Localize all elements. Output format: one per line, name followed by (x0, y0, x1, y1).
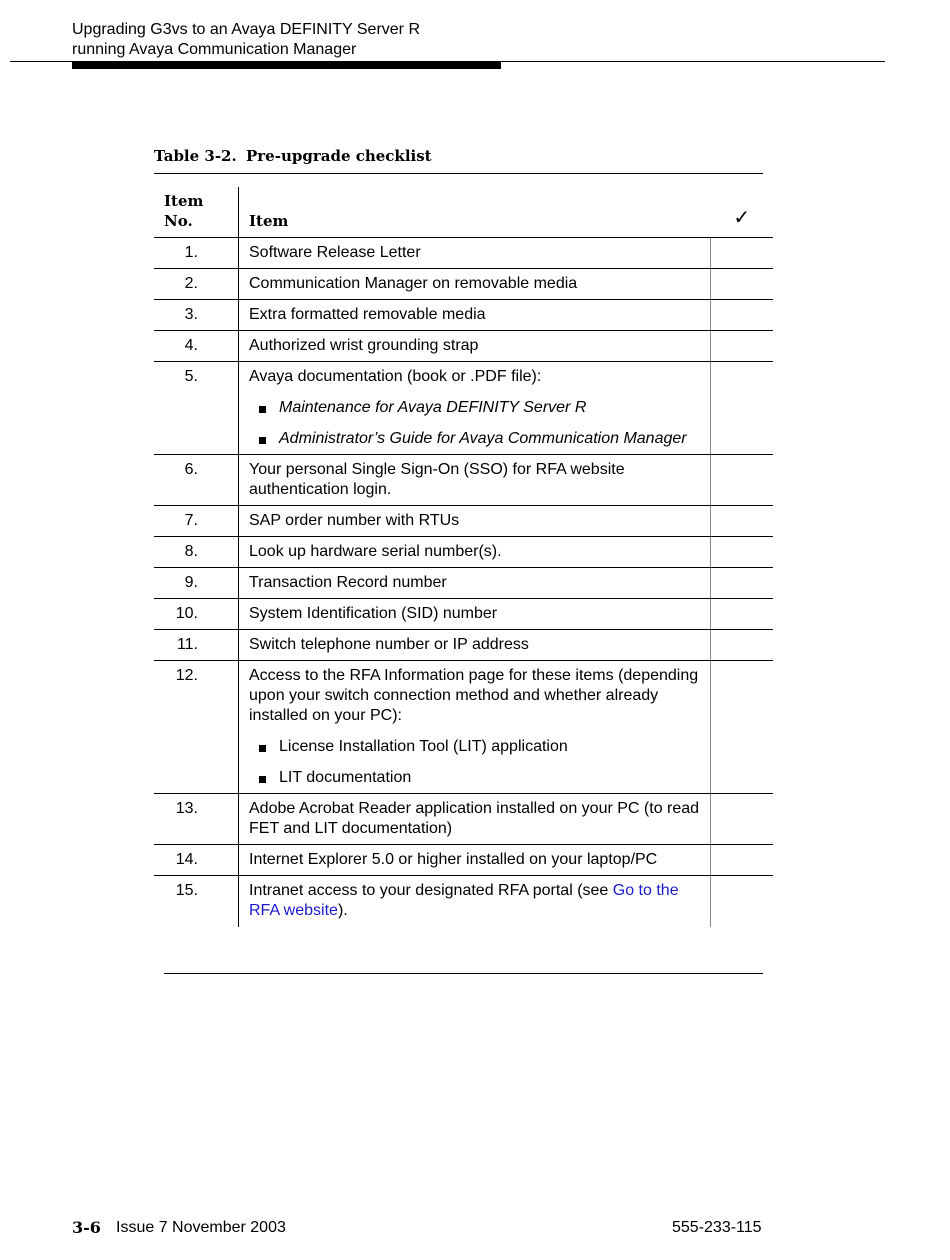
row-check-cell (711, 455, 774, 506)
table-row (154, 661, 773, 794)
table-row (154, 876, 773, 928)
row-check-cell (711, 794, 774, 845)
table-row (154, 455, 773, 506)
row-check-cell (711, 300, 774, 331)
table-row (154, 794, 773, 845)
table-header-row (154, 187, 773, 238)
row-check-cell (711, 661, 774, 794)
table-row (154, 568, 773, 599)
bullet-item: Maintenance for Avaya DEFINITY Server R (249, 398, 700, 418)
bullet-item: License Installation Tool (LIT) application (249, 737, 700, 757)
row-check-cell (711, 630, 774, 661)
table-row (154, 238, 773, 269)
table-caption-title: Pre-upgrade checklist (246, 147, 432, 165)
footer-doc-number: 555-233-115 (672, 1219, 762, 1236)
row-check-cell (711, 269, 774, 300)
bullet-item: Administrator’s Guide for Avaya Communication Manager (249, 429, 700, 449)
table-bottom-rule (164, 973, 763, 974)
row-number: 11. (176, 636, 198, 653)
table-row (154, 506, 773, 537)
table-row (154, 331, 773, 362)
row-number: 4. (184, 337, 198, 354)
header-item-no: Item No. (154, 187, 239, 238)
table-row (154, 630, 773, 661)
row-text: Look up hardware serial number(s). (239, 537, 711, 568)
row-check-cell (711, 238, 774, 269)
row-check-cell (711, 599, 774, 630)
row-text: SAP order number with RTUs (239, 506, 711, 537)
row-text: Internet Explorer 5.0 or higher installed on your laptop/PC (239, 845, 711, 876)
row-text: Extra formatted removable media (239, 300, 711, 331)
footer-issue: Issue 7 November 2003 (116, 1219, 286, 1236)
row-number: 15. (175, 882, 198, 899)
row-text: Software Release Letter (239, 238, 711, 269)
table-row (154, 269, 773, 300)
row-check-cell (711, 506, 774, 537)
row-text: Your personal Single Sign-On (SSO) for RFA website authentication login. (239, 455, 711, 506)
row-text: Switch telephone number or IP address (239, 630, 711, 661)
row-number: 13. (175, 800, 198, 817)
row-number: 5. (184, 368, 198, 385)
row-number: 7. (184, 512, 198, 529)
bullet-item: LIT documentation (249, 768, 700, 788)
table-row (154, 300, 773, 331)
row-text: Authorized wrist grounding strap (239, 331, 711, 362)
footer-page-number: 3-6 (72, 1218, 101, 1237)
header-line-1: Upgrading G3vs to an Avaya DEFINITY Server R (72, 21, 421, 38)
table-row (154, 599, 773, 630)
header-bar (72, 62, 501, 69)
row-check-cell (711, 876, 774, 928)
row-text: Transaction Record number (239, 568, 711, 599)
row-number: 9. (184, 574, 198, 591)
row-text: Intranet access to your designated RFA portal (see Go to the RFA website). (239, 876, 711, 928)
row-check-cell (711, 568, 774, 599)
row-check-cell (711, 537, 774, 568)
bullet-list (249, 398, 700, 449)
row-number: 12. (175, 667, 198, 684)
caption-rule (154, 173, 763, 174)
row-number: 1. (184, 244, 198, 261)
bullet-list (249, 737, 700, 788)
header-item: Item (239, 187, 711, 238)
header-checkmark-icon: ✓ (711, 187, 774, 238)
row-text: Adobe Acrobat Reader application installed on your PC (to read FET and LIT documentation) (239, 794, 711, 845)
row-text: System Identification (SID) number (239, 599, 711, 630)
table-caption-number: Table 3-2. (154, 147, 237, 165)
table-row (154, 537, 773, 568)
row-text: Access to the RFA Information page for these items (depending upon your switch connection method and whether already installed on your PC): (249, 667, 699, 724)
row-text: Communication Manager on removable media (239, 269, 711, 300)
header-line-2: running Avaya Communication Manager (72, 41, 357, 58)
row-text: Avaya documentation (book or .PDF file): (249, 368, 542, 385)
running-header (72, 20, 420, 60)
row-number: 8. (184, 543, 198, 560)
table-row (154, 845, 773, 876)
row-number: 10. (175, 605, 198, 622)
table-row (154, 362, 773, 455)
row-check-cell (711, 845, 774, 876)
table-caption (154, 147, 432, 165)
row-number: 14. (175, 851, 198, 868)
row-check-cell (711, 362, 774, 455)
row-check-cell (711, 331, 774, 362)
row-number: 3. (184, 306, 198, 323)
row-number: 2. (184, 275, 198, 292)
row-number: 6. (184, 461, 198, 478)
rfa-website-link[interactable]: Go to the RFA website (249, 882, 679, 919)
checklist-table (154, 187, 773, 927)
